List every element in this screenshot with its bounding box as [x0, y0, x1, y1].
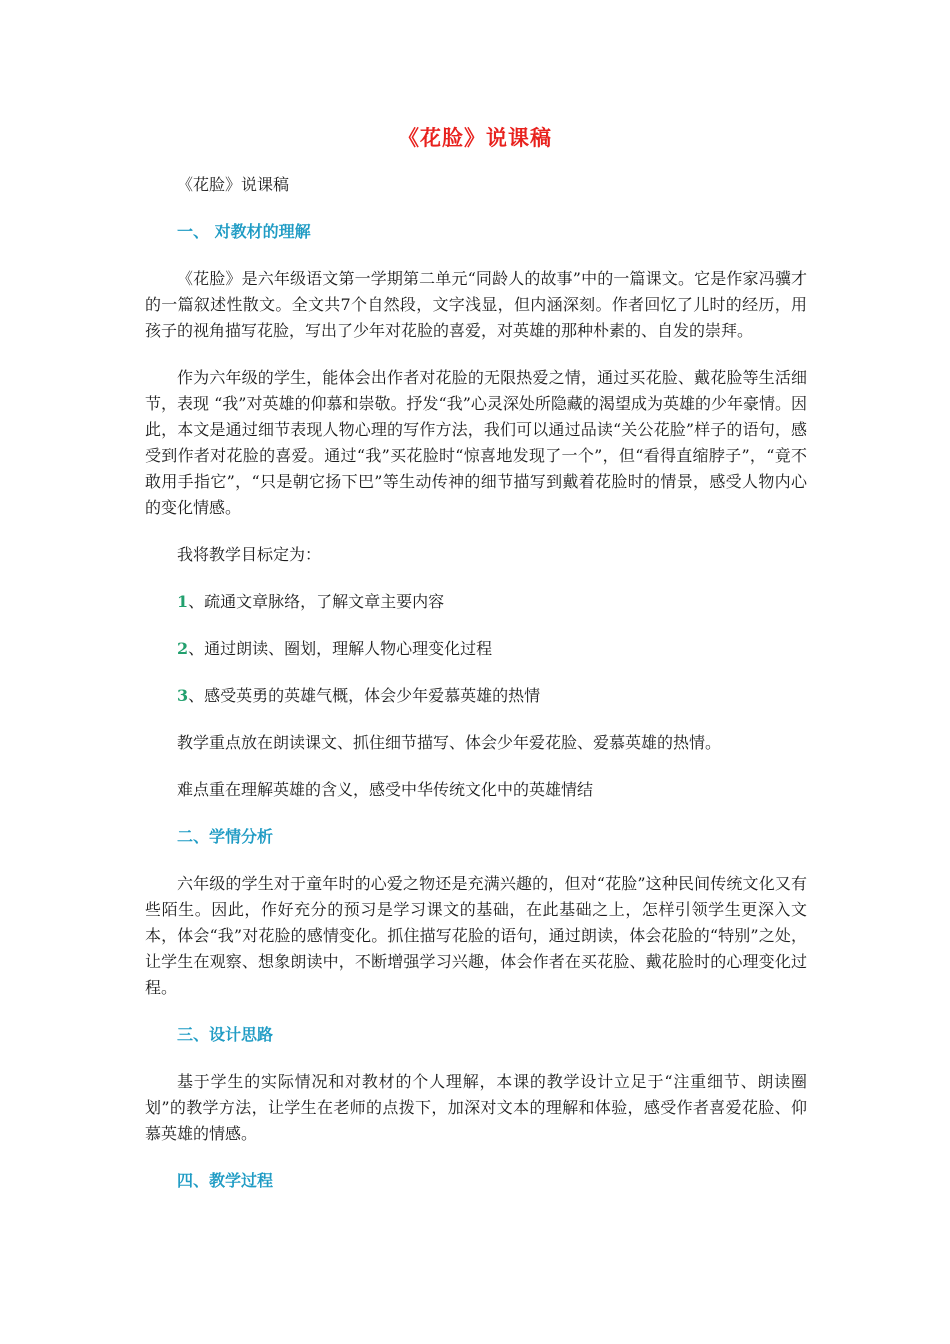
paragraph-material-intro: 《花脸》是六年级语文第一学期第二单元“同龄人的故事”中的一篇课文。它是作家冯骥才的一篇叙述性散文。全文共7个自然段，文字浅显，但内涵深刻。作者回忆了儿时的经历，用孩子的视角描写花脸，写出了少年对花脸的喜爱，对英雄的那种朴素的、自发的崇拜。: [145, 269, 807, 340]
section-heading-teaching-material: 一、 对教材的理解: [177, 222, 311, 241]
section-heading-design-idea: 三、设计思路: [177, 1025, 274, 1044]
paragraph-design-idea: 基于学生的实际情况和对教材的个人理解，本课的教学设计立足于“注重细节、朗读圈划”的教学方法，让学生在老师的点拨下，加深对文本的理解和体验，感受作者喜爱花脸、仰慕英雄的情感。: [145, 1072, 807, 1143]
section-heading-teaching-process: 四、教学过程: [177, 1171, 274, 1190]
goal-item-3: [145, 683, 807, 709]
goal-item-2: [145, 636, 807, 662]
document-subtitle: 《花脸》说课稿: [177, 175, 290, 194]
goal-number-2: 2: [177, 639, 189, 658]
goal-item-1: [145, 589, 807, 615]
goal-number-3: 3: [177, 686, 189, 705]
paragraph-goals-intro: 我将教学目标定为：: [177, 545, 322, 564]
paragraph-student-analysis: 六年级的学生对于童年时的心爱之物还是充满兴趣的，但对“花脸”这种民间传统文化又有些陌生。因此，作好充分的预习是学习课文的基础，在此基础之上，怎样引领学生更深入文本，体会“我”对花脸的感情变化。抓住描写花脸的语句，通过朗读，体会花脸的“特别”之处，让学生在观察、想象朗读中，不断增强学习兴趣，体会作者在买花脸、戴花脸时的心理变化过程。: [145, 874, 807, 997]
goal-text-3: 、感受英勇的英雄气概，体会少年爱慕英雄的热情: [188, 686, 541, 705]
goal-text-2: 、通过朗读、圈划，理解人物心理变化过程: [188, 639, 493, 658]
goal-text-1: 、疏通文章脉络，了解文章主要内容: [188, 592, 445, 611]
section-heading-student-analysis: 二、学情分析: [177, 827, 274, 846]
paragraph-difficulties: 难点重在理解英雄的含义，感受中华传统文化中的英雄情结: [177, 780, 594, 799]
document-body: [145, 172, 807, 1194]
document-title: 《花脸》说课稿: [398, 125, 552, 150]
paragraph-key-points: 教学重点放在朗读课文、抓住细节描写、体会少年爱花脸、爱慕英雄的热情。: [177, 733, 722, 752]
paragraph-material-analysis: 作为六年级的学生，能体会出作者对花脸的无限热爱之情，通过买花脸、戴花脸等生活细节，表现 “我”对英雄的仰慕和崇敬。抒发“我”心灵深处所隐藏的渴望成为英雄的少年豪情。因此，本文是通过细节表现人物心理的写作方法，我们可以通过品读“关公花脸”样子的语句，感受到作者对花脸的喜爱。通过“我”买花脸时“惊喜地发现了一个”，但“看得直缩脖子”，“竟不敢用手指它”，“只是朝它扬下巴”等生动传神的细节描写到戴着花脸时的情景，感受人物内心的变化情感。: [145, 368, 807, 517]
goal-number-1: 1: [177, 592, 189, 611]
